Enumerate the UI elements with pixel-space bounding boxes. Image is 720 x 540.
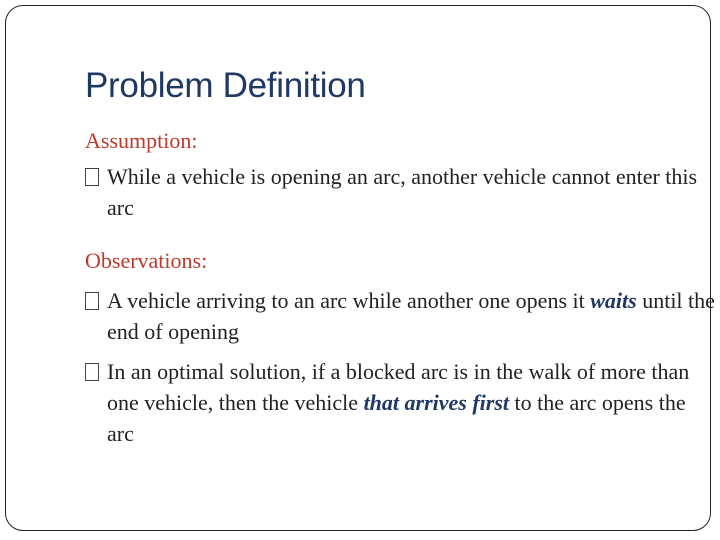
bullet-box-icon xyxy=(85,292,99,310)
observation-2-text-post: to the arc opens the arc xyxy=(107,390,686,446)
slide xyxy=(5,5,715,531)
assumption-bullet-text: While a vehicle is opening an arc, another vehicle cannot enter this arc xyxy=(107,164,698,220)
observation-2-text-pre: In an optimal solution, if a blocked arc is in the walk of more than one vehicle, then the vehicle xyxy=(107,359,690,415)
observations-heading: Observations: xyxy=(85,248,208,273)
observation-bullet-2 xyxy=(85,356,717,449)
slide-title: Problem Definition xyxy=(85,66,366,105)
observation-1-text-post: until the end of opening xyxy=(107,288,715,344)
observation-2-emphasis: that arrives first xyxy=(363,390,510,415)
observation-bullet-1 xyxy=(85,285,717,347)
assumption-heading: Assumption: xyxy=(85,128,198,153)
bullet-box-icon xyxy=(85,363,99,381)
bullet-box-icon xyxy=(85,168,99,186)
observation-1-text-pre: A vehicle arriving to an arc while another one opens it xyxy=(107,288,591,313)
observation-1-emphasis: waits xyxy=(590,288,637,313)
assumption-bullet xyxy=(85,161,717,223)
